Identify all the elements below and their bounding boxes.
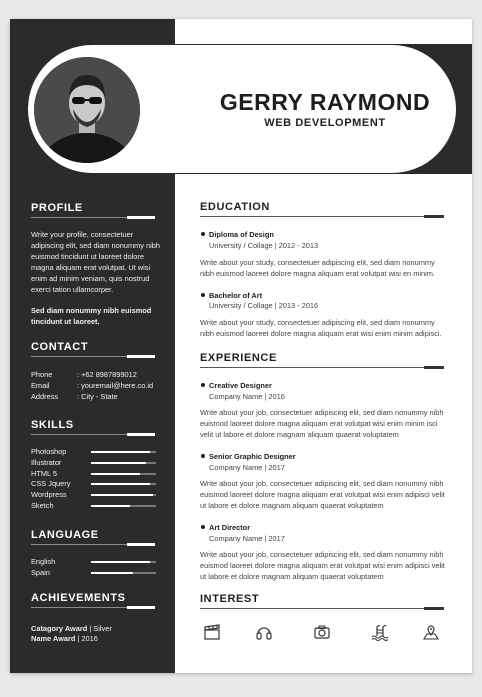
skill-bar-fill <box>91 505 130 507</box>
education-text: Write about your study, consectetuer adipiscing elit, sed diam nonummy nibh euismod laoreet dolore magna aliquam erat volutpat wisi en minim. <box>200 258 435 278</box>
experience-title: Art Director <box>209 523 251 532</box>
skill-row <box>31 458 161 467</box>
skill-bar-fill <box>91 494 153 496</box>
experience-sub: Company Name | 2016 <box>209 392 285 401</box>
language-heading: LANGUAGE <box>31 529 99 541</box>
language-row <box>31 568 161 577</box>
skill-row <box>31 469 161 478</box>
clapperboard-icon <box>203 623 221 641</box>
skill-bar-fill <box>91 483 150 485</box>
contact-label: Email <box>31 381 50 390</box>
education-title: Bachelor of Art <box>209 291 263 300</box>
interest-rule <box>200 608 444 609</box>
profile-rule <box>31 217 155 218</box>
experience-rule <box>200 367 444 368</box>
education-rule <box>200 216 444 217</box>
skill-row <box>31 447 161 456</box>
candidate-name: GERRY RAYMOND <box>219 89 431 115</box>
interest-heading: INTEREST <box>200 593 260 605</box>
profile-bold-text: Sed diam nonummy nibh euismod tincidunt ut laoreet. <box>31 306 152 326</box>
language-rule <box>31 544 155 545</box>
skill-label: HTML 5 <box>31 468 58 478</box>
experience-text: Write about your job, consectetuer adipiscing elit, sed diam nonummy nibh euismod laoreet dolore magna aliquam erat volutpat wisi enim minim isci velit ut labore et dolore magnam aliquam quaerat voluptatem <box>200 408 444 439</box>
skill-label: Sketch <box>31 501 54 510</box>
contact-email <box>31 381 171 390</box>
language-label: Spain <box>31 567 50 577</box>
skill-bar-fill <box>91 451 150 453</box>
experience-text: Write about your job, consectetuer adipiscing elit, sed diam nonummy nibh euismod laoreet dolore magna aliquam erat volutpat wisi enim adipisci velit ut labore et dolore magnam aliquam quaerat voluptatem <box>200 550 445 581</box>
camera-icon <box>313 623 331 641</box>
profile-photo <box>34 57 140 163</box>
person-photo-icon <box>34 57 140 163</box>
achievements-heading: ACHIEVEMENTS <box>31 592 126 604</box>
experience-sub: Company Name | 2017 <box>209 463 285 472</box>
skill-bar-fill <box>91 473 140 475</box>
experience-heading: EXPERIENCE <box>200 352 277 364</box>
language-bar-fill <box>91 561 150 563</box>
resume-sheet <box>10 19 472 673</box>
achievement-name: Catagory Award <box>31 624 88 633</box>
contact-value: : +62 8987899012 <box>77 370 137 379</box>
education-sub: University / Collage | 2013 - 2016 <box>209 301 319 310</box>
language-label: English <box>31 557 56 566</box>
contact-rule <box>31 356 155 357</box>
map-location-icon <box>422 623 440 641</box>
contact-phone <box>31 370 171 379</box>
achievement-name: Name Award <box>31 634 76 643</box>
experience-sub: Company Name | 2017 <box>209 534 285 543</box>
contact-label: Address <box>31 392 59 401</box>
achievement-detail: | 2016 <box>75 634 98 643</box>
experience-title: Senior Graphic Designer <box>209 452 296 461</box>
skill-bar-fill <box>91 462 146 464</box>
skills-rule <box>31 434 155 435</box>
contact-value: : youremail@here.co.id <box>77 381 154 390</box>
skill-row <box>31 479 161 488</box>
achievement-item <box>31 634 98 643</box>
education-sub: University / Collage | 2012 - 2013 <box>209 241 319 250</box>
skill-row <box>31 501 161 510</box>
skills-heading: SKILLS <box>31 419 74 431</box>
achievement-detail: | Silver <box>87 624 112 633</box>
experience-text: Write about your job, consectetuer adipiscing elit, sed diam nonummy nibh euismod laoreet dolore magna aliquam erat volutpat wisi enim adipisci velit ut labore et dolore magnam aliquam quaerat voluptatem <box>200 479 445 510</box>
education-text: Write about your study, consectetuer adipiscing elit, sed diam nonummy nibh euismod laoreet dolore magna aliquam erat wisi enim minim adipisci. <box>200 318 442 338</box>
experience-title: Creative Designer <box>209 381 272 390</box>
swimming-pool-icon <box>371 623 389 641</box>
contact-heading: CONTACT <box>31 341 89 353</box>
headphones-icon <box>255 623 273 641</box>
skill-row <box>31 490 161 499</box>
language-row <box>31 557 161 566</box>
profile-text: Write your profile, consectetuer adipiscing elit, sed diam nonummy nibh euismod tincidunt ut laoreet dolore magna aliquam erat volutpat. Ut wisi enim ad minim veniam, quis nostrud exerci tation ullamcorper. <box>31 230 160 294</box>
achievement-item <box>31 624 112 633</box>
skill-label: CSS Jquery <box>31 479 71 489</box>
education-title: Diploma of Design <box>209 230 274 239</box>
profile-heading: PROFILE <box>31 202 83 214</box>
candidate-role: WEB DEVELOPMENT <box>264 117 386 129</box>
skill-label: Photoshop <box>31 447 67 456</box>
achievements-rule <box>31 607 155 608</box>
language-bar-fill <box>91 572 133 574</box>
skill-label: Illustrator <box>31 457 62 467</box>
contact-address <box>31 392 171 401</box>
skill-label: Wordpress <box>31 490 67 500</box>
contact-label: Phone <box>31 370 53 379</box>
contact-value: : City - State <box>77 392 118 401</box>
education-heading: EDUCATION <box>200 201 270 213</box>
